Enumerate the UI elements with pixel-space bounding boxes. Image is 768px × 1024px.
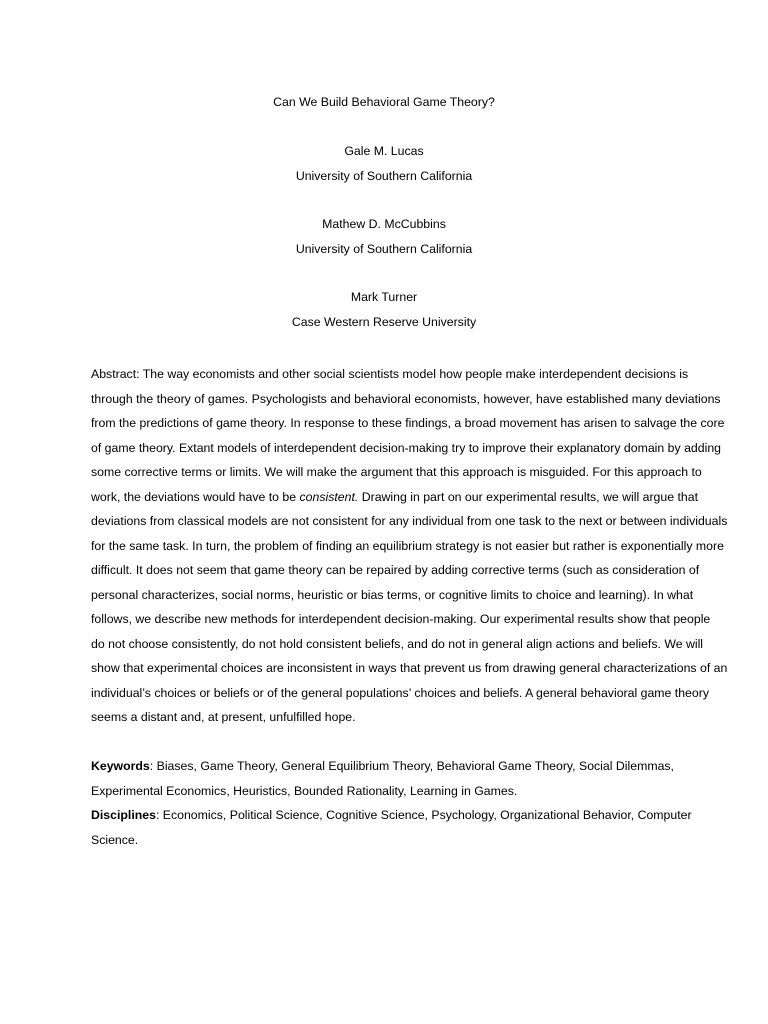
abstract-line: deviations from classical models are not consistent for any individual from one task to the next or between individuals [91,514,728,528]
author-name: Mathew D. McCubbins [322,217,446,231]
paper-metadata [91,754,692,852]
abstract-line: personal characterizes, social norms, heuristic or bias terms, or cognitive limits to choice and learning). In what [91,587,694,602]
author-block [0,289,768,330]
abstract-text: work, the deviations would have to be [91,489,300,504]
abstract-line [91,485,698,510]
abstract-line: through the theory of games. Psychologists and behavioral economists, however, have established many deviations [91,391,721,406]
author-block [0,216,768,257]
disciplines-text: : Economics, Political Science, Cognitive Science, Psychology, Organizational Behavior, Computer [155,808,692,822]
author-affiliation: Case Western Reserve University [291,314,477,329]
disciplines-line [91,803,692,828]
abstract-line: some corrective terms or limits. We will make the argument that this approach is misguided. For this approach to [91,465,702,479]
abstract-line: for the same task. In turn, the problem of finding an equilibrium strategy is not easier but rather is exponentially more [91,538,724,553]
keywords-text: : Biases, Game Theory, General Equilibrium Theory, Behavioral Game Theory, Social Dilemmas, [149,759,674,773]
abstract-line: seems a distant and, at present, unfulfilled hope. [91,710,356,724]
abstract-line: show that experimental choices are inconsistent in ways that prevent us from drawing general characterizations of an [91,661,728,675]
abstract-line: do not choose consistently, do not hold consistent beliefs, and do not in general align actions and beliefs. We will [91,636,704,651]
abstract-line: Abstract: The way economists and other social scientists model how people make interdependent decisions is [91,367,689,381]
abstract-text: Drawing in part on our experimental results, we will argue that [358,489,698,504]
paper-title: Can We Build Behavioral Game Theory? [273,95,495,109]
abstract-line: difficult. It does not seem that game theory can be repaired by adding corrective terms (such as consideration of [91,563,700,577]
author-name: Gale M. Lucas [344,144,424,158]
author-affiliation: University of Southern California [295,168,473,183]
emphasized-word: consistent. [299,489,359,504]
disciplines-label: Disciplines [91,808,156,822]
disciplines-line: Science. [91,832,139,847]
abstract-line: of game theory. Extant models of interdependent decision-making try to improve their explanatory domain by adding [91,440,721,455]
keywords-line [91,754,681,779]
abstract-paragraph [91,362,728,730]
author-block [0,143,768,184]
abstract-line: individual’s choices or beliefs or of the general populations’ choices and beliefs. A general behavioral game theory [91,685,709,700]
keywords-line: Experimental Economics, Heuristics, Bounded Rationality, Learning in Games. [91,783,518,798]
author-affiliation: University of Southern California [295,241,473,256]
author-name: Mark Turner [350,290,418,304]
abstract-line: from the predictions of game theory. In response to these findings, a broad movement has arisen to salvage the core [91,416,725,430]
abstract-line: follows, we describe new methods for interdependent decision-making. Our experimental results show that people [91,612,711,626]
keywords-label: Keywords [91,759,150,773]
